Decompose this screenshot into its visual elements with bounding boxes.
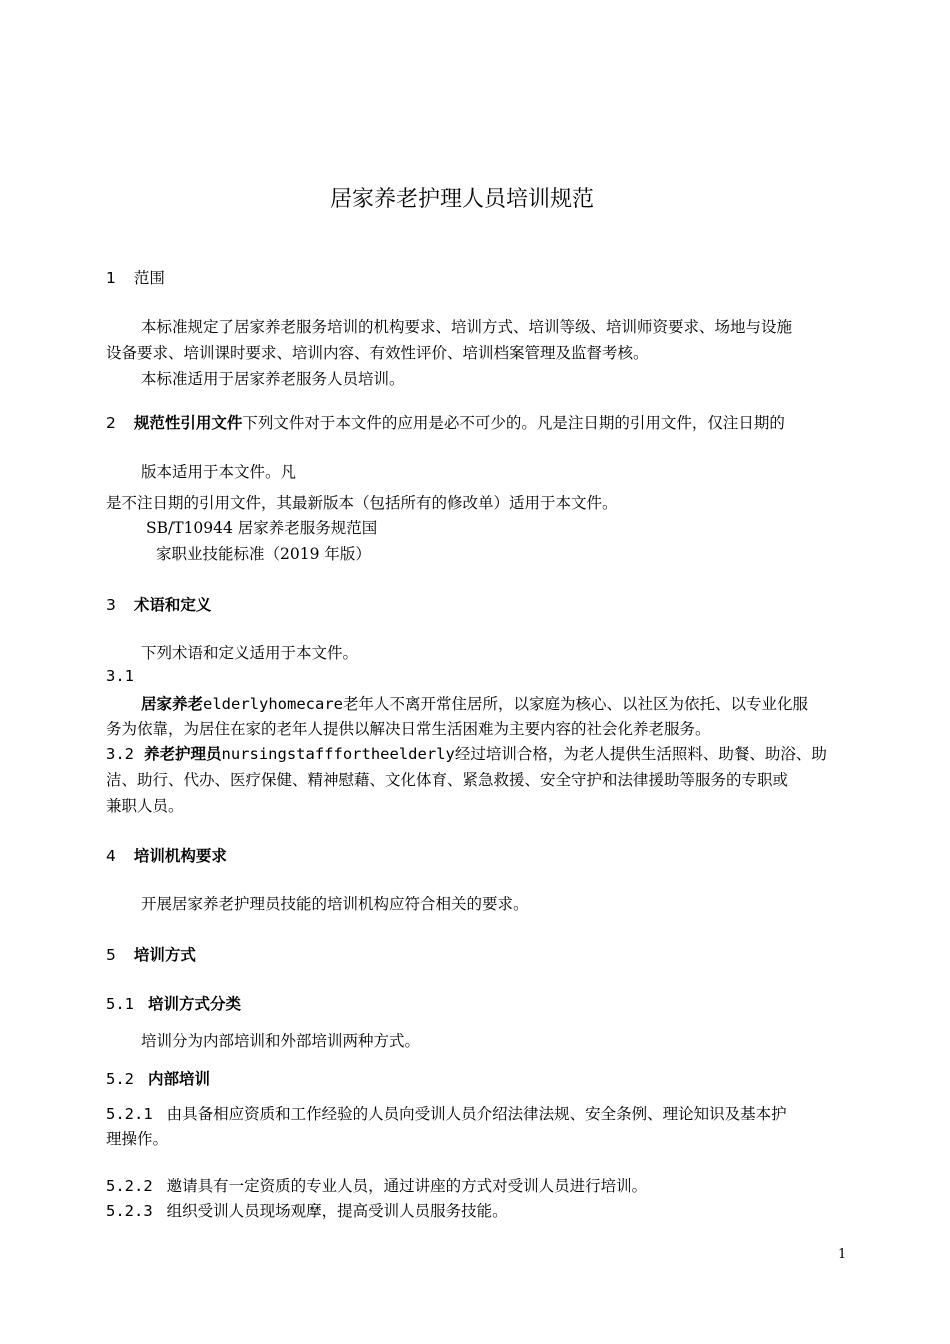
section-2-text-c: 是不注日期的引用文件，其最新版本（包括所有的修改单）适用于本文件。 [106, 494, 618, 512]
term-2-line-c: 兼职人员。 [106, 797, 184, 815]
subsection-5-1-paragraph: 培训分为内部培训和外部培训两种方式。 [141, 1032, 421, 1050]
section-number: 1 [106, 269, 116, 287]
term-2-definition: 经过培训合格，为老人提供生活照料、助餐、助浴、助 [454, 745, 827, 763]
subsection-5-2-heading [106, 1067, 210, 1089]
clause-5-2-1-line-a [106, 1102, 787, 1124]
term-1-line-a [141, 692, 808, 714]
section-4-paragraph: 开展居家养老护理员技能的培训机构应符合相关的要求。 [141, 895, 529, 913]
clause-number: 5.2.1 [106, 1105, 153, 1123]
clause-number: 5.2.3 [106, 1202, 153, 1220]
section-5-heading [106, 943, 196, 965]
clause-text: 邀请具有一定资质的专业人员，通过讲座的方式对受训人员进行培训。 [166, 1177, 648, 1195]
reference-1: SB/T10944 居家养老服务规范国 [146, 519, 378, 537]
page-title: 居家养老护理人员培训规范 [330, 187, 595, 212]
section-2-heading [106, 411, 785, 433]
section-title: 术语和定义 [133, 596, 212, 614]
page-number: 1 [838, 1247, 847, 1262]
term-2-line-b: 洁、助行、代办、医疗保健、精神慰藉、文化体育、紧急救援、安全守护和法律援助等服务的专职或 [106, 771, 789, 789]
term-2-name: 养老护理员 [144, 745, 222, 763]
reference-2: 家职业技能标准（2019 年版） [156, 545, 371, 563]
section-title: 培训机构要求 [133, 847, 227, 865]
term-2-line-a [106, 742, 827, 764]
section-1-paragraph-1b: 设备要求、培训课时要求、培训内容、有效性评价、培训档案管理及监督考核。 [106, 344, 649, 362]
subsection-number: 5.2 [106, 1070, 134, 1088]
clause-5-2-1-line-b: 理操作。 [106, 1130, 169, 1148]
term-1-name: 居家养老 [141, 695, 204, 713]
section-1-paragraph-1a: 本标准规定了居家养老服务培训的机构要求、培训方式、培训等级、培训师资要求、场地与设施 [141, 318, 793, 336]
term-2-english: nursingstafffortheelderly [221, 745, 455, 763]
section-2-text: 下列文件对于本文件的应用是必不可少的。凡是注日期的引用文件，仅注日期的 [242, 414, 785, 432]
term-1-english: elderlyhomecare [203, 695, 343, 713]
subsection-5-1-heading [106, 992, 241, 1014]
section-number: 2 [106, 414, 116, 432]
clause-text: 组织受训人员现场观摩，提高受训人员服务技能。 [166, 1202, 508, 1220]
section-number: 5 [106, 946, 116, 964]
section-number: 3 [106, 596, 116, 614]
subsection-title: 培训方式分类 [148, 995, 242, 1013]
section-title: 规范性引用文件 [133, 414, 243, 432]
section-title: 培训方式 [133, 946, 196, 964]
section-2-text-b: 版本适用于本文件。凡 [141, 463, 297, 481]
clause-number: 5.2.2 [106, 1177, 153, 1195]
clause-5-2-3 [106, 1199, 508, 1221]
term-1-definition: 老年人不离开常住居所，以家庭为核心、以社区为依托、以专业化服 [343, 695, 809, 713]
section-title: 范围 [133, 269, 165, 287]
section-1-heading [106, 266, 165, 288]
section-1-paragraph-2: 本标准适用于居家养老服务人员培训。 [141, 370, 405, 388]
section-number: 4 [106, 847, 116, 865]
section-3-heading [106, 593, 211, 615]
subsection-number: 5.1 [106, 995, 134, 1013]
section-4-heading [106, 844, 227, 866]
subsection-title: 内部培训 [148, 1070, 211, 1088]
term-1-number: 3.1 [106, 667, 134, 685]
clause-text: 由具备相应资质和工作经验的人员向受训人员介绍法律法规、安全条例、理论知识及基本护 [166, 1105, 787, 1123]
term-2-number: 3.2 [106, 745, 134, 763]
section-3-intro: 下列术语和定义适用于本文件。 [141, 644, 359, 662]
term-1-line-b: 务为依靠，为居住在家的老年人提供以解决日常生活困难为主要内容的社会化养老服务。 [106, 720, 711, 738]
clause-5-2-2 [106, 1174, 647, 1196]
